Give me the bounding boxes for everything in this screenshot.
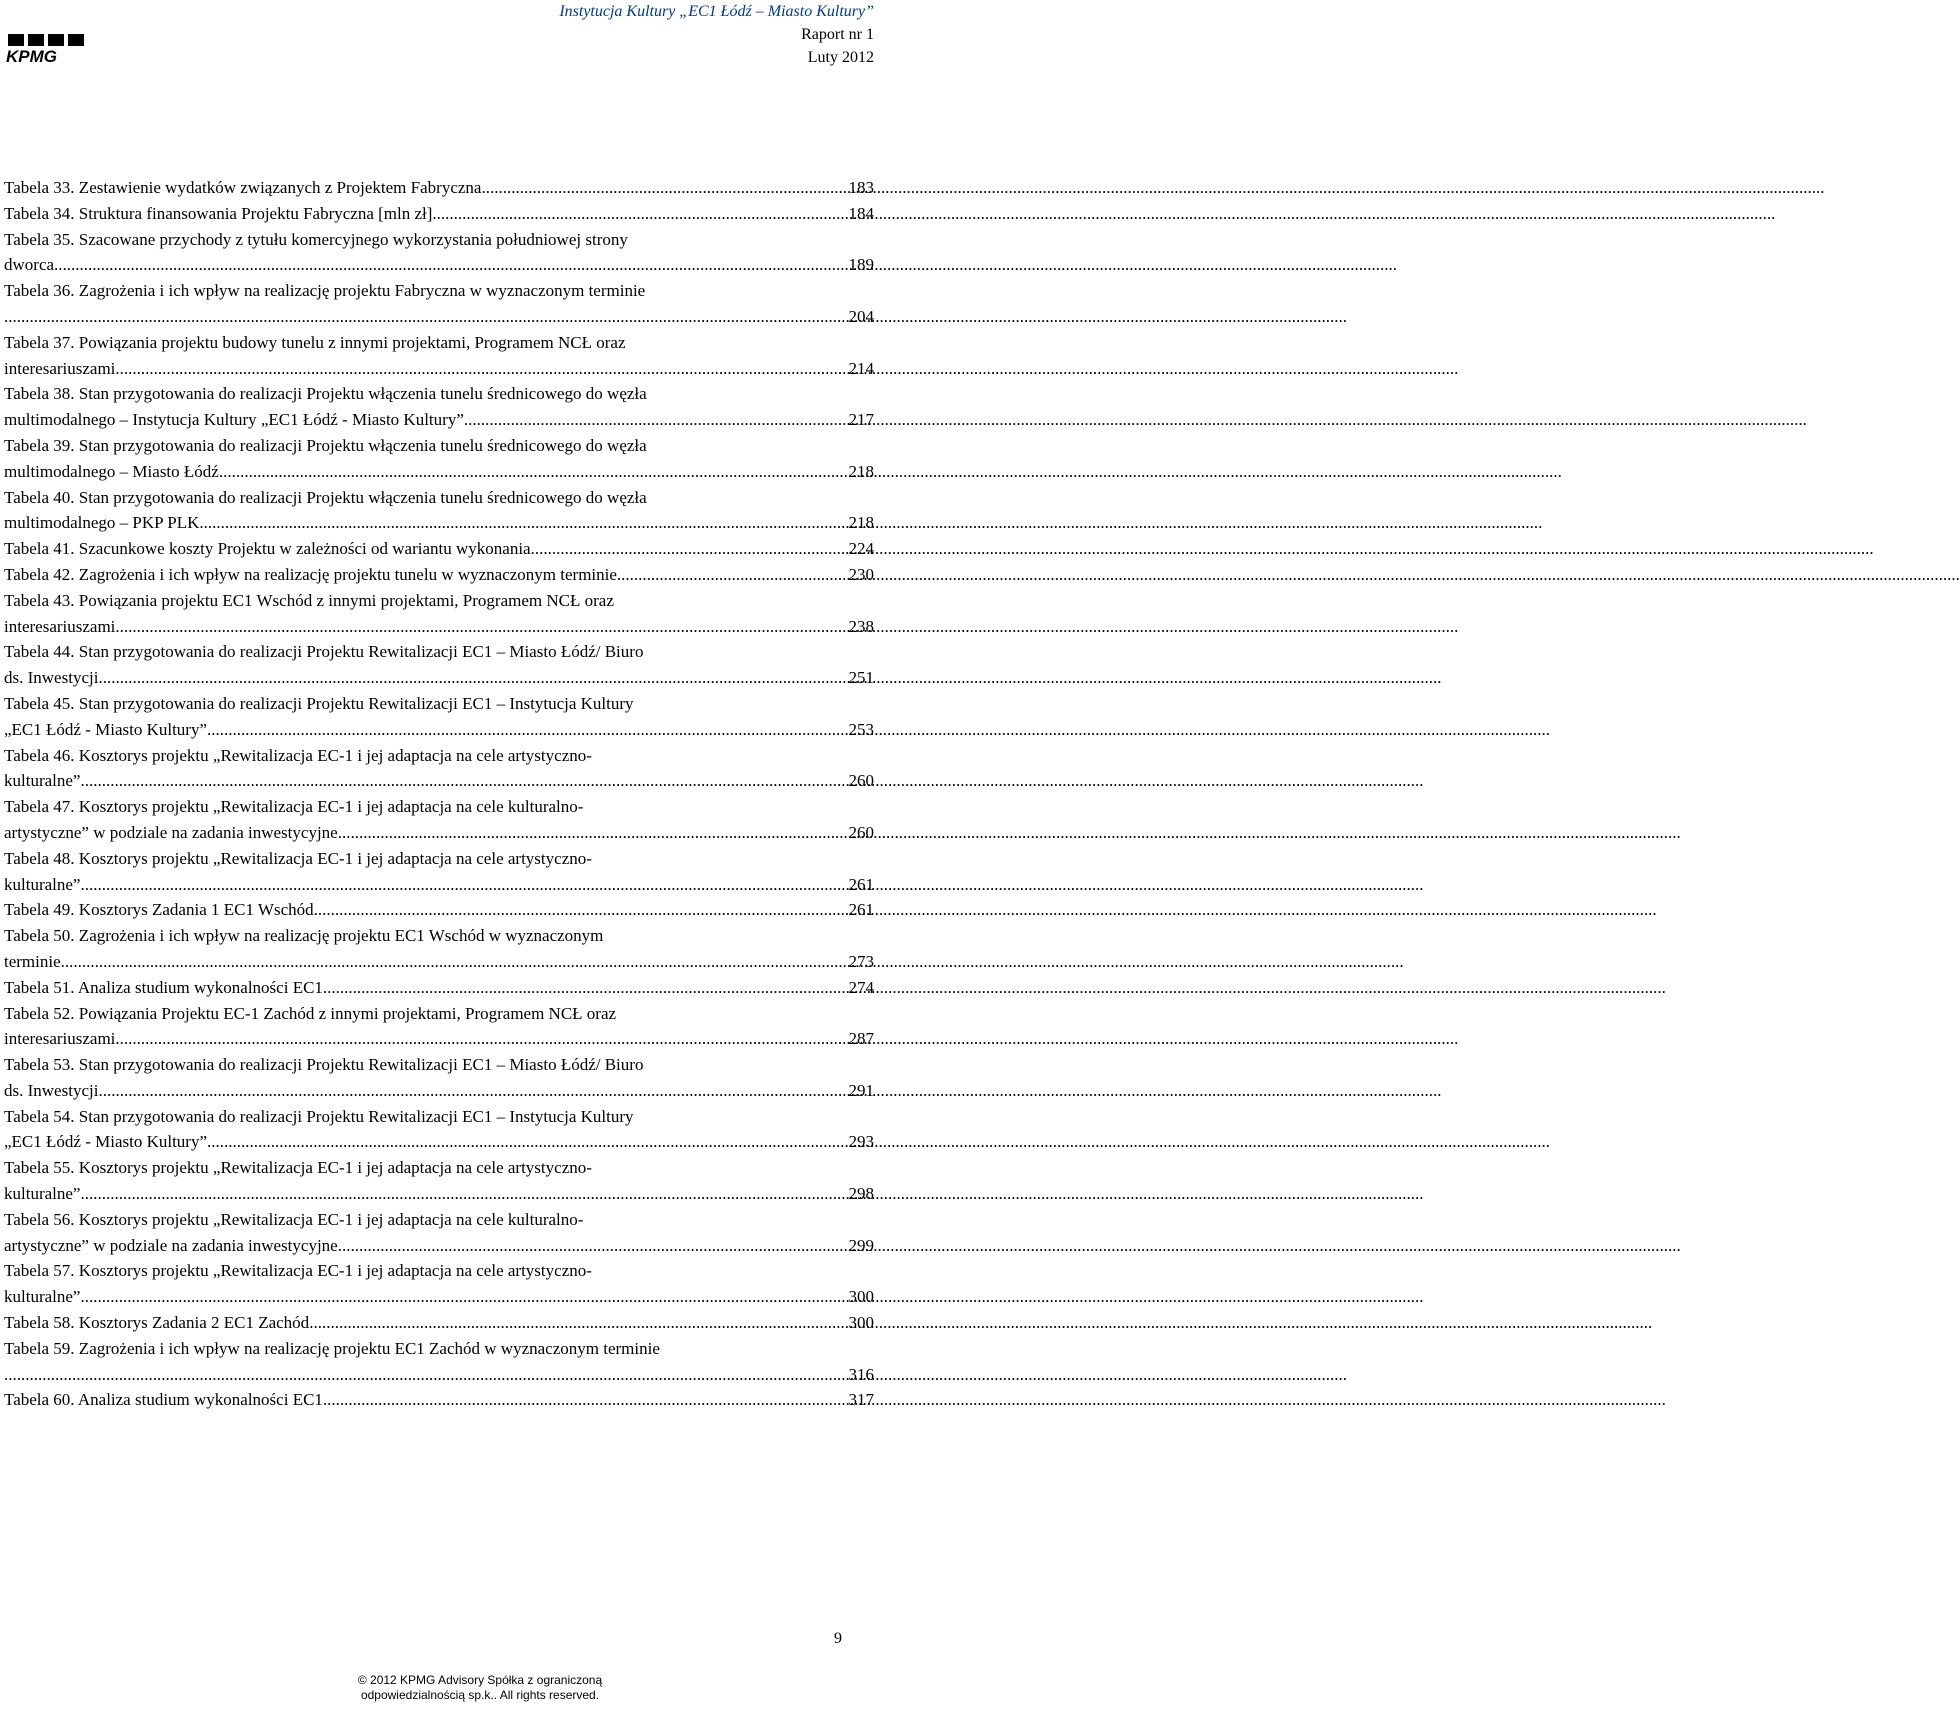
toc-leader-dots bbox=[338, 820, 846, 846]
toc-leader-dots bbox=[80, 872, 845, 898]
toc-leader-dots bbox=[464, 407, 846, 433]
toc-entry[interactable] bbox=[4, 562, 874, 588]
toc-entry-text: Tabela 53. Stan przygotowania do realizacji Projektu Rewitalizacji EC1 – Miasto Łódź/ Biuro bbox=[4, 1055, 644, 1075]
toc-leader-dots bbox=[115, 614, 845, 640]
toc-entry[interactable] bbox=[4, 923, 874, 975]
toc-entry[interactable] bbox=[4, 794, 874, 846]
toc-entry[interactable] bbox=[4, 588, 874, 640]
toc-entry-page: 183 bbox=[848, 178, 874, 197]
page-number: 9 bbox=[834, 1630, 842, 1647]
toc-entry-page: 217 bbox=[848, 410, 874, 430]
toc-entry-text: Tabela 35. Szacowane przychody z tytułu komercyjnego wykorzystania południowej strony bbox=[4, 229, 628, 249]
page-header bbox=[559, 0, 874, 69]
toc-entry-text: Tabela 60. Analiza studium wykonalności EC1 bbox=[4, 1390, 323, 1410]
toc-entry-text: Tabela 34. Struktura finansowania Projektu Fabryczna [mln zł] bbox=[4, 203, 433, 223]
toc-leader-dots bbox=[98, 665, 845, 691]
toc-leader-dots bbox=[309, 1310, 845, 1336]
toc-leader-dots bbox=[338, 1233, 846, 1259]
toc-entry[interactable] bbox=[4, 278, 874, 330]
toc-leader-dots bbox=[432, 201, 845, 227]
toc-entry-text: Tabela 51. Analiza studium wykonalności EC1 bbox=[4, 977, 323, 997]
toc-entry[interactable] bbox=[4, 1104, 874, 1156]
toc-entry-text: interesariuszami bbox=[4, 1029, 116, 1049]
toc-leader-dots bbox=[199, 510, 845, 536]
toc-entry-page: 238 bbox=[848, 616, 874, 636]
toc-entry-page: 261 bbox=[848, 874, 874, 894]
toc-entry-page: 293 bbox=[848, 1132, 874, 1152]
toc-entry-text: Tabela 43. Powiązania projektu EC1 Wschód z innymi projektami, Programem NCŁ oraz bbox=[4, 590, 614, 610]
toc-leader-dots bbox=[481, 175, 845, 201]
toc-entry-text: Tabela 52. Powiązania Projektu EC-1 Zachód z innymi projektami, Programem NCŁ oraz bbox=[4, 1003, 617, 1023]
toc-entry[interactable] bbox=[4, 201, 874, 227]
toc-entry-text: Tabela 54. Stan przygotowania do realizacji Projektu Rewitalizacji EC1 – Instytucja Kultury bbox=[4, 1106, 634, 1126]
toc-leader-dots bbox=[115, 356, 845, 382]
toc-entry-page: 291 bbox=[848, 1080, 874, 1100]
toc-leader-dots bbox=[80, 768, 845, 794]
toc-entry-text: Tabela 58. Kosztorys Zadania 2 EC1 Zachód bbox=[4, 1313, 310, 1333]
toc-entry[interactable] bbox=[4, 1310, 874, 1336]
toc-entry-page: 274 bbox=[848, 977, 874, 997]
toc-leader-dots bbox=[219, 459, 846, 485]
header-title: Instytucja Kultury „EC1 Łódź – Miasto Kultury” bbox=[559, 3, 874, 20]
toc-leader-dots bbox=[207, 1129, 845, 1155]
toc-leader-dots bbox=[314, 897, 846, 923]
header-date: Luty 2012 bbox=[807, 49, 874, 66]
toc-entry-text: Tabela 33. Zestawienie wydatków związanych z Projektem Fabryczna bbox=[4, 178, 482, 197]
toc-leader-dots bbox=[207, 717, 845, 743]
toc-entry-page: 261 bbox=[848, 900, 874, 920]
toc-leader-dots bbox=[115, 1026, 845, 1052]
toc-entry-text: interesariuszami bbox=[4, 358, 116, 378]
toc-entry-page: 218 bbox=[848, 513, 874, 533]
toc-entry-text: Tabela 46. Kosztorys projektu „Rewitalizacja EC-1 i jej adaptacja na cele artystyczno- bbox=[4, 745, 592, 765]
toc-entry[interactable] bbox=[4, 485, 874, 537]
toc-entry-text: Tabela 44. Stan przygotowania do realizacji Projektu Rewitalizacji EC1 – Miasto Łódź/ Biuro bbox=[4, 642, 644, 662]
toc-entry[interactable] bbox=[4, 1387, 874, 1413]
toc-entry-text: kulturalne” bbox=[4, 1184, 81, 1204]
toc-entry-text: Tabela 59. Zagrożenia i ich wpływ na realizację projektu EC1 Zachód w wyznaczonym terminie bbox=[4, 1338, 660, 1358]
toc-entry[interactable] bbox=[4, 330, 874, 382]
toc-entry[interactable] bbox=[4, 639, 874, 691]
toc-entry-text: multimodalnego – Instytucja Kultury „EC1 Łódź - Miasto Kultury” bbox=[4, 410, 464, 430]
toc-entry[interactable] bbox=[4, 743, 874, 795]
toc-entry-text: Tabela 38. Stan przygotowania do realizacji Projektu włączenia tunelu średnicowego do węzła bbox=[4, 384, 647, 404]
toc-entry[interactable] bbox=[4, 1001, 874, 1053]
toc-entry-text: Tabela 45. Stan przygotowania do realizacji Projektu Rewitalizacji EC1 – Instytucja Kultury bbox=[4, 693, 634, 713]
toc-entry-page: 230 bbox=[848, 564, 874, 584]
toc-entry[interactable] bbox=[4, 1258, 874, 1310]
toc-entry-text: artystyczne” w podziale na zadania inwestycyjne bbox=[4, 822, 338, 842]
toc-entry-text: kulturalne” bbox=[4, 771, 81, 791]
toc-entry-text: multimodalnego – Miasto Łódź bbox=[4, 461, 219, 481]
toc-entry-text: ds. Inwestycji bbox=[4, 1080, 99, 1100]
table-of-tables bbox=[4, 175, 874, 1413]
toc-leader-dots bbox=[617, 562, 846, 588]
toc-entry-text: Tabela 49. Kosztorys Zadania 1 EC1 Wschód bbox=[4, 900, 314, 920]
toc-entry[interactable] bbox=[4, 897, 874, 923]
toc-entry-text: Tabela 47. Kosztorys projektu „Rewitalizacja EC-1 i jej adaptacja na cele kulturalno- bbox=[4, 797, 584, 817]
toc-entry-page: 287 bbox=[848, 1029, 874, 1049]
toc-leader-dots bbox=[4, 304, 846, 330]
toc-entry-page: 260 bbox=[848, 771, 874, 791]
toc-entry-page: 184 bbox=[848, 203, 874, 223]
toc-entry-text: Tabela 36. Zagrożenia i ich wpływ na realizację projektu Fabryczna w wyznaczonym terminie bbox=[4, 281, 646, 301]
toc-entry-text: Tabela 42. Zagrożenia i ich wpływ na realizację projektu tunelu w wyznaczonym terminie bbox=[4, 564, 617, 584]
toc-entry[interactable] bbox=[4, 691, 874, 743]
toc-entry-page: 316 bbox=[848, 1364, 874, 1384]
toc-entry-text: terminie bbox=[4, 951, 61, 971]
page-footer bbox=[300, 1673, 660, 1703]
toc-entry[interactable] bbox=[4, 175, 874, 201]
toc-entry-page: 273 bbox=[848, 951, 874, 971]
svg-text:KPMG: KPMG bbox=[6, 47, 57, 66]
toc-entry[interactable] bbox=[4, 433, 874, 485]
toc-entry-text: „EC1 Łódź - Miasto Kultury” bbox=[4, 1132, 208, 1152]
toc-entry[interactable] bbox=[4, 846, 874, 898]
toc-entry-text: Tabela 55. Kosztorys projektu „Rewitalizacja EC-1 i jej adaptacja na cele artystyczno- bbox=[4, 1158, 592, 1178]
toc-entry-page: 214 bbox=[848, 358, 874, 378]
toc-entry[interactable] bbox=[4, 1207, 874, 1259]
toc-entry-text: interesariuszami bbox=[4, 616, 116, 636]
toc-entry[interactable] bbox=[4, 381, 874, 433]
toc-entry-page: 300 bbox=[848, 1287, 874, 1307]
toc-leader-dots bbox=[80, 1284, 845, 1310]
toc-leader-dots bbox=[98, 1078, 845, 1104]
kpmg-logo bbox=[4, 34, 94, 64]
toc-entry-text: kulturalne” bbox=[4, 874, 81, 894]
toc-entry-text: kulturalne” bbox=[4, 1287, 81, 1307]
toc-entry-text: Tabela 37. Powiązania projektu budowy tunelu z innymi projektami, Programem NCŁ oraz bbox=[4, 332, 626, 352]
toc-entry-text: Tabela 57. Kosztorys projektu „Rewitalizacja EC-1 i jej adaptacja na cele artystyczno- bbox=[4, 1261, 592, 1281]
toc-entry-text: „EC1 Łódź - Miasto Kultury” bbox=[4, 719, 208, 739]
toc-leader-dots bbox=[323, 975, 846, 1001]
toc-entry-page: 300 bbox=[848, 1313, 874, 1333]
toc-entry[interactable] bbox=[4, 536, 874, 562]
toc-entry-page: 189 bbox=[848, 255, 874, 275]
toc-leader-dots bbox=[61, 949, 846, 975]
toc-entry-text: Tabela 56. Kosztorys projektu „Rewitalizacja EC-1 i jej adaptacja na cele kulturalno- bbox=[4, 1209, 584, 1229]
toc-entry-page: 204 bbox=[848, 306, 874, 326]
toc-leader-dots bbox=[80, 1181, 845, 1207]
toc-entry-text: ds. Inwestycji bbox=[4, 668, 99, 688]
footer-copyright: © 2012 KPMG Advisory Spółka z ograniczoną bbox=[357, 1673, 603, 1687]
footer-rights: odpowiedzialnością sp.k.. All rights reserved. bbox=[360, 1688, 600, 1702]
toc-entry-text: Tabela 39. Stan przygotowania do realizacji Projektu włączenia tunelu średnicowego do węzła bbox=[4, 435, 647, 455]
toc-leader-dots bbox=[4, 1362, 846, 1388]
toc-entry-page: 218 bbox=[848, 461, 874, 481]
toc-entry-text: dworca bbox=[4, 255, 55, 275]
toc-leader-dots bbox=[531, 536, 846, 562]
toc-entry-page: 251 bbox=[848, 668, 874, 688]
toc-entry-text: multimodalnego – PKP PLK bbox=[4, 513, 200, 533]
toc-entry[interactable] bbox=[4, 1336, 874, 1388]
toc-entry[interactable] bbox=[4, 975, 874, 1001]
toc-entry[interactable] bbox=[4, 227, 874, 279]
toc-entry[interactable] bbox=[4, 1052, 874, 1104]
toc-entry-page: 260 bbox=[848, 822, 874, 842]
header-report: Raport nr 1 bbox=[801, 26, 874, 43]
toc-entry[interactable] bbox=[4, 1155, 874, 1207]
toc-leader-dots bbox=[54, 252, 845, 278]
toc-entry-page: 253 bbox=[848, 719, 874, 739]
toc-entry-page: 317 bbox=[848, 1390, 874, 1410]
toc-entry-page: 224 bbox=[848, 539, 874, 559]
toc-entry-text: artystyczne” w podziale na zadania inwestycyjne bbox=[4, 1235, 338, 1255]
toc-entry-text: Tabela 40. Stan przygotowania do realizacji Projektu włączenia tunelu średnicowego do węzła bbox=[4, 487, 647, 507]
toc-entry-page: 299 bbox=[848, 1235, 874, 1255]
toc-entry-text: Tabela 41. Szacunkowe koszty Projektu w zależności od wariantu wykonania bbox=[4, 539, 531, 559]
toc-entry-text: Tabela 48. Kosztorys projektu „Rewitalizacja EC-1 i jej adaptacja na cele artystyczno- bbox=[4, 848, 592, 868]
toc-entry-text: Tabela 50. Zagrożenia i ich wpływ na realizację projektu EC1 Wschód w wyznaczonym bbox=[4, 926, 604, 946]
toc-entry-page: 298 bbox=[848, 1184, 874, 1204]
toc-leader-dots bbox=[323, 1387, 846, 1413]
